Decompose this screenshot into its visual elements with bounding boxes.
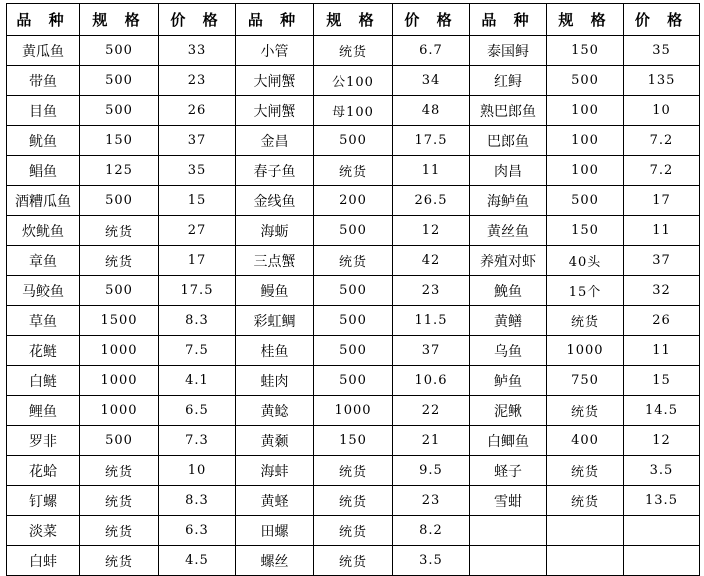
price-table-container xyxy=(6,3,700,576)
table-row xyxy=(7,36,700,66)
cell-spec: 统货 xyxy=(547,486,624,516)
column-header-price-1: 价 格 xyxy=(159,4,236,36)
cell-spec: 公100 xyxy=(314,66,393,96)
column-header-name-2: 品 种 xyxy=(236,4,314,36)
cell-price: 15 xyxy=(624,366,700,396)
column-header-name-1: 品 种 xyxy=(7,4,80,36)
table-row xyxy=(7,186,700,216)
cell-spec: 500 xyxy=(314,306,393,336)
table-row xyxy=(7,336,700,366)
cell-spec: 400 xyxy=(547,426,624,456)
column-header-price-2: 价 格 xyxy=(393,4,470,36)
cell-name: 白鲢 xyxy=(7,366,80,396)
cell-name: 鳗鱼 xyxy=(236,276,314,306)
cell-spec: 统货 xyxy=(80,216,159,246)
cell-spec: 统货 xyxy=(80,516,159,546)
cell-name: 钉螺 xyxy=(7,486,80,516)
cell-price: 33 xyxy=(159,36,236,66)
cell-price: 4.5 xyxy=(159,546,236,576)
cell-price: 3.5 xyxy=(393,546,470,576)
cell-name: 黄鳝 xyxy=(470,306,547,336)
cell-spec: 统货 xyxy=(314,36,393,66)
cell-spec: 500 xyxy=(314,216,393,246)
column-header-price-3: 价 格 xyxy=(624,4,700,36)
cell-price: 7.2 xyxy=(624,156,700,186)
cell-spec: 1500 xyxy=(80,306,159,336)
cell-price: 8.3 xyxy=(159,486,236,516)
cell-name: 鲳鱼 xyxy=(7,156,80,186)
cell-spec: 1000 xyxy=(80,336,159,366)
cell-spec: 500 xyxy=(314,336,393,366)
cell-name: 海蛎 xyxy=(236,216,314,246)
cell-name: 草鱼 xyxy=(7,306,80,336)
cell-spec: 100 xyxy=(547,156,624,186)
cell-spec: 150 xyxy=(547,216,624,246)
cell-price: 7.2 xyxy=(624,126,700,156)
cell-spec: 1000 xyxy=(80,396,159,426)
cell-price: 35 xyxy=(624,36,700,66)
table-body xyxy=(7,36,700,576)
cell-name: 三点蟹 xyxy=(236,246,314,276)
cell-price: 11.5 xyxy=(393,306,470,336)
cell-spec: 500 xyxy=(80,276,159,306)
cell-name: 罗非 xyxy=(7,426,80,456)
cell-name: 蛏子 xyxy=(470,456,547,486)
table-row xyxy=(7,246,700,276)
cell-price xyxy=(624,546,700,576)
table-row xyxy=(7,486,700,516)
cell-price xyxy=(624,516,700,546)
cell-spec: 统货 xyxy=(80,546,159,576)
cell-spec: 150 xyxy=(314,426,393,456)
cell-name: 海鲈鱼 xyxy=(470,186,547,216)
cell-name: 熟巴郎鱼 xyxy=(470,96,547,126)
cell-price: 37 xyxy=(159,126,236,156)
cell-name: 黄蛏 xyxy=(236,486,314,516)
cell-name: 黄瓜鱼 xyxy=(7,36,80,66)
cell-spec: 统货 xyxy=(80,246,159,276)
table-row xyxy=(7,306,700,336)
cell-spec: 统货 xyxy=(80,486,159,516)
cell-price: 17 xyxy=(624,186,700,216)
cell-name: 淡菜 xyxy=(7,516,80,546)
cell-price: 9.5 xyxy=(393,456,470,486)
cell-price: 21 xyxy=(393,426,470,456)
table-row xyxy=(7,96,700,126)
table-row xyxy=(7,426,700,456)
seafood-price-table xyxy=(6,3,700,576)
cell-spec: 统货 xyxy=(547,396,624,426)
cell-name: 黄颡 xyxy=(236,426,314,456)
cell-spec: 母100 xyxy=(314,96,393,126)
cell-spec: 统货 xyxy=(314,516,393,546)
cell-price: 12 xyxy=(393,216,470,246)
cell-spec: 100 xyxy=(547,126,624,156)
cell-spec: 1000 xyxy=(314,396,393,426)
cell-name: 泥鳅 xyxy=(470,396,547,426)
cell-price: 14.5 xyxy=(624,396,700,426)
table-row xyxy=(7,546,700,576)
cell-name: 带鱼 xyxy=(7,66,80,96)
cell-spec: 15个 xyxy=(547,276,624,306)
column-header-spec-2: 规 格 xyxy=(314,4,393,36)
cell-name: 炊鱿鱼 xyxy=(7,216,80,246)
table-row xyxy=(7,456,700,486)
cell-spec: 500 xyxy=(314,126,393,156)
table-row xyxy=(7,516,700,546)
cell-spec: 40头 xyxy=(547,246,624,276)
cell-name: 目鱼 xyxy=(7,96,80,126)
cell-name: 泰国鲟 xyxy=(470,36,547,66)
cell-price: 32 xyxy=(624,276,700,306)
cell-spec: 统货 xyxy=(314,546,393,576)
cell-spec: 500 xyxy=(314,366,393,396)
cell-price: 11 xyxy=(393,156,470,186)
cell-spec: 500 xyxy=(80,96,159,126)
cell-price: 48 xyxy=(393,96,470,126)
column-header-name-3: 品 种 xyxy=(470,4,547,36)
cell-price: 34 xyxy=(393,66,470,96)
cell-name: 花鲢 xyxy=(7,336,80,366)
cell-name: 大闸蟹 xyxy=(236,66,314,96)
cell-name: 红鲟 xyxy=(470,66,547,96)
cell-name: 田螺 xyxy=(236,516,314,546)
cell-spec: 统货 xyxy=(80,456,159,486)
cell-spec: 统货 xyxy=(314,456,393,486)
cell-spec: 500 xyxy=(80,66,159,96)
cell-price: 37 xyxy=(393,336,470,366)
cell-price: 10 xyxy=(624,96,700,126)
cell-spec: 统货 xyxy=(314,246,393,276)
cell-name: 肉昌 xyxy=(470,156,547,186)
cell-name: 巴郎鱼 xyxy=(470,126,547,156)
cell-price: 35 xyxy=(159,156,236,186)
cell-price: 17.5 xyxy=(393,126,470,156)
cell-price: 8.3 xyxy=(159,306,236,336)
cell-name: 黄丝鱼 xyxy=(470,216,547,246)
cell-name xyxy=(470,516,547,546)
cell-spec: 150 xyxy=(80,126,159,156)
cell-price: 26 xyxy=(159,96,236,126)
cell-price: 22 xyxy=(393,396,470,426)
cell-spec: 500 xyxy=(80,186,159,216)
table-row xyxy=(7,366,700,396)
cell-name xyxy=(470,546,547,576)
cell-spec: 统货 xyxy=(314,156,393,186)
cell-spec xyxy=(547,516,624,546)
cell-price: 17.5 xyxy=(159,276,236,306)
cell-name: 养殖对虾 xyxy=(470,246,547,276)
cell-price: 26.5 xyxy=(393,186,470,216)
cell-spec: 500 xyxy=(547,186,624,216)
cell-spec: 1000 xyxy=(547,336,624,366)
cell-name: 雪蚶 xyxy=(470,486,547,516)
cell-spec: 500 xyxy=(547,66,624,96)
cell-price: 6.3 xyxy=(159,516,236,546)
cell-price: 6.5 xyxy=(159,396,236,426)
cell-name: 螺丝 xyxy=(236,546,314,576)
cell-spec: 500 xyxy=(314,276,393,306)
table-row xyxy=(7,216,700,246)
cell-spec: 500 xyxy=(80,426,159,456)
cell-price: 17 xyxy=(159,246,236,276)
cell-name: 白鲫鱼 xyxy=(470,426,547,456)
cell-name: 金线鱼 xyxy=(236,186,314,216)
column-header-spec-1: 规 格 xyxy=(80,4,159,36)
cell-name: 蛙肉 xyxy=(236,366,314,396)
cell-name: 花蛤 xyxy=(7,456,80,486)
cell-spec: 750 xyxy=(547,366,624,396)
cell-spec: 200 xyxy=(314,186,393,216)
cell-name: 鮸鱼 xyxy=(470,276,547,306)
column-header-spec-3: 规 格 xyxy=(547,4,624,36)
cell-name: 马鲛鱼 xyxy=(7,276,80,306)
cell-price: 26 xyxy=(624,306,700,336)
cell-spec: 统货 xyxy=(314,486,393,516)
cell-name: 大闸蟹 xyxy=(236,96,314,126)
table-row xyxy=(7,156,700,186)
cell-name: 彩虹鲷 xyxy=(236,306,314,336)
cell-spec: 统货 xyxy=(547,306,624,336)
header-row xyxy=(7,4,700,36)
cell-spec: 150 xyxy=(547,36,624,66)
cell-name: 章鱼 xyxy=(7,246,80,276)
cell-spec: 100 xyxy=(547,96,624,126)
cell-price: 11 xyxy=(624,216,700,246)
cell-price: 37 xyxy=(624,246,700,276)
cell-spec: 统货 xyxy=(547,456,624,486)
cell-spec: 500 xyxy=(80,36,159,66)
cell-name: 白蚌 xyxy=(7,546,80,576)
cell-name: 小管 xyxy=(236,36,314,66)
cell-name: 桂鱼 xyxy=(236,336,314,366)
cell-price: 15 xyxy=(159,186,236,216)
cell-name: 鲤鱼 xyxy=(7,396,80,426)
cell-price: 7.3 xyxy=(159,426,236,456)
cell-price: 3.5 xyxy=(624,456,700,486)
cell-price: 6.7 xyxy=(393,36,470,66)
cell-name: 黄鲶 xyxy=(236,396,314,426)
cell-name: 鲈鱼 xyxy=(470,366,547,396)
cell-price: 23 xyxy=(159,66,236,96)
cell-price: 42 xyxy=(393,246,470,276)
cell-name: 酒糟瓜鱼 xyxy=(7,186,80,216)
table-row xyxy=(7,126,700,156)
cell-spec xyxy=(547,546,624,576)
cell-price: 10 xyxy=(159,456,236,486)
cell-name: 金昌 xyxy=(236,126,314,156)
cell-price: 23 xyxy=(393,486,470,516)
cell-price: 135 xyxy=(624,66,700,96)
cell-price: 7.5 xyxy=(159,336,236,366)
cell-price: 10.6 xyxy=(393,366,470,396)
cell-name: 海蚌 xyxy=(236,456,314,486)
cell-name: 乌鱼 xyxy=(470,336,547,366)
cell-price: 23 xyxy=(393,276,470,306)
cell-price: 12 xyxy=(624,426,700,456)
cell-spec: 125 xyxy=(80,156,159,186)
cell-price: 13.5 xyxy=(624,486,700,516)
cell-name: 春子鱼 xyxy=(236,156,314,186)
table-row xyxy=(7,66,700,96)
cell-name: 鱿鱼 xyxy=(7,126,80,156)
cell-price: 27 xyxy=(159,216,236,246)
cell-price: 11 xyxy=(624,336,700,366)
cell-price: 4.1 xyxy=(159,366,236,396)
cell-spec: 1000 xyxy=(80,366,159,396)
table-row xyxy=(7,276,700,306)
table-row xyxy=(7,396,700,426)
cell-price: 8.2 xyxy=(393,516,470,546)
